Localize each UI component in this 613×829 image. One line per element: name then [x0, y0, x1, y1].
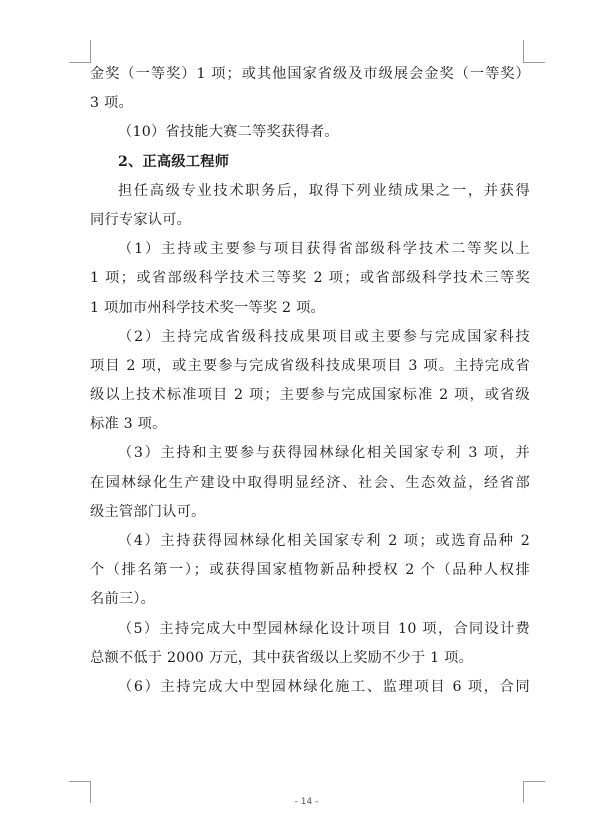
text-line: 担任高级专业技术职务后，取得下列业绩成果之一，并获得: [118, 182, 530, 199]
text-line: 个（排名第一）；或获得国家植物新品种授权 2 个（品种人权排: [90, 562, 530, 579]
text-line: （1）主持或主要参与项目获得省部级科学技术二等奖以上: [118, 241, 530, 258]
text-line: （3）主持和主要参与获得园林绿化相关国家专利 3 项，并: [118, 445, 530, 462]
text-line: 级以上技术标准项目 2 项；主要参与完成国家标准 2 项，或省级: [90, 387, 530, 404]
text-line: 总额不低于 2000 万元，其中获省级以上奖励不少于 1 项。: [90, 649, 474, 666]
document-body: [90, 63, 530, 705]
text-line: 级主管部门认可。: [90, 503, 206, 520]
text-line: 标准 3 项。: [90, 416, 167, 433]
text-line: 1 项加市州科学技术奖一等奖 2 项。: [90, 299, 325, 316]
text-line: 同行专家认可。: [90, 211, 192, 228]
crop-mark: [90, 40, 91, 62]
text-line: 名前三）。: [90, 591, 156, 608]
crop-mark: [523, 781, 545, 782]
text-line: （5）主持完成大中型园林绿化设计项目 10 项，合同设计费: [118, 620, 530, 637]
text-line: 项目 2 项，或主要参与完成省级科技成果项目 3 项。主持完成省: [90, 357, 530, 374]
section-heading: 2、正高级工程师: [118, 153, 230, 170]
crop-mark: [69, 781, 91, 782]
text-line: 金奖（一等奖）1 项；或其他国家省级及市级展会金奖（一等奖）: [90, 66, 530, 82]
text-line: （4）主持获得园林绿化相关国家专利 2 项；或选育品种 2: [118, 533, 530, 549]
crop-mark: [69, 62, 91, 63]
text-line: 在园林绿化生产建设中取得明显经济、社会、生态效益，经省部: [90, 474, 530, 491]
text-line: （10）省技能大赛二等奖获得者。: [118, 124, 339, 141]
page-number: - 14 -: [294, 797, 319, 807]
text-line: 1 项；或省部级科学技术三等奖 2 项；或省部级科学技术三等奖: [90, 270, 530, 287]
text-line: （6）主持完成大中型园林绿化施工、监理项目 6 项，合同: [118, 678, 530, 695]
text-line: 3 项。: [90, 95, 133, 112]
text-line: （2）主持完成省级科技成果项目或主要参与完成国家科技: [118, 328, 530, 345]
crop-mark: [523, 40, 524, 62]
